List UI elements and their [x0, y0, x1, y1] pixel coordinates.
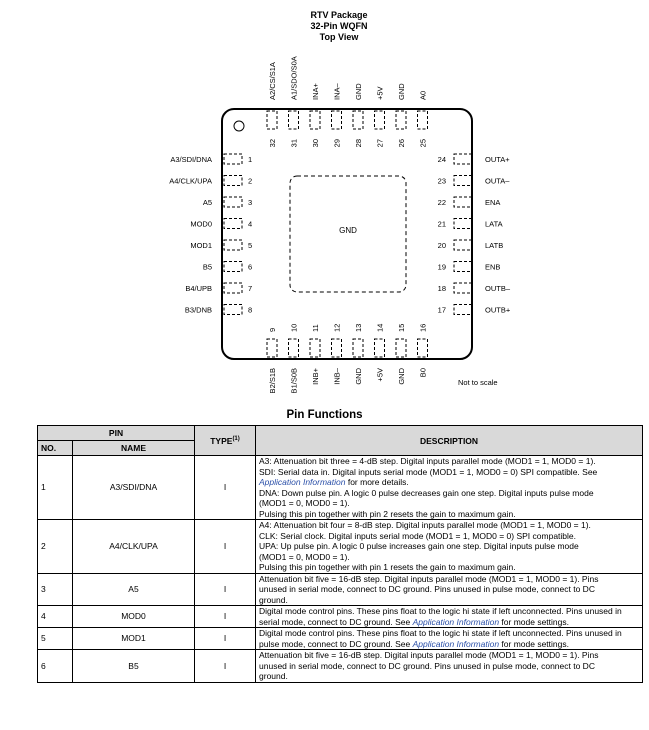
description-line: SDI: Serial data in. Digital inputs serial mode (MOD1 = 1, MOD0 = 0) SPI compatible. See — [259, 466, 598, 477]
pin-no-cell: 6 — [38, 650, 73, 683]
pin-number-16: 16 — [418, 323, 428, 332]
pin-number-26: 26 — [397, 139, 406, 148]
pin-number-27: 27 — [375, 139, 385, 148]
description-line: A3: Attenuation bit three = 4-dB step. Digital inputs parallel mode (MOD1 = 1, MOD0 = 1). — [259, 456, 596, 466]
pin-number-17: 17 — [437, 305, 446, 315]
pin-number-24: 24 — [437, 155, 446, 164]
package-title-line3: Top View — [319, 32, 359, 42]
pin-no-cell: 3 — [38, 573, 73, 606]
pin-no-cell: 4 — [38, 606, 73, 628]
pin-description-cell — [256, 573, 643, 606]
pin-description-cell — [256, 650, 643, 683]
pin-number-8: 8 — [248, 305, 253, 315]
application-information-link[interactable]: Application Information — [412, 616, 500, 627]
scale-note: Not to scale — [458, 378, 498, 387]
header-type-footnote: (1) — [232, 435, 240, 442]
pin-label-2: A4/CLK/UPA — [169, 176, 212, 186]
pin-functions-table — [37, 425, 643, 683]
header-pin: PIN — [38, 426, 195, 441]
pin-type-cell: I — [195, 650, 256, 683]
description-line: serial mode, connect to DC ground. See Application Information for mode settings. — [259, 616, 569, 627]
pin-label-6: B5 — [202, 262, 212, 272]
description-line: Digital mode control pins. These pins float to the logic hi state if left unconnected. Pins unused in — [259, 606, 622, 616]
description-line: ground. — [259, 671, 288, 681]
pin-no-cell: 5 — [38, 628, 73, 650]
pin-label-15: GND — [397, 368, 406, 385]
pin-number-28: 28 — [354, 139, 363, 148]
pin-label-12: INB– — [332, 368, 342, 385]
pin-name-cell: MOD0 — [73, 606, 195, 628]
pin-type-cell: I — [195, 628, 256, 650]
package-title-line1: RTV Package — [310, 10, 368, 20]
pin-number-9: 9 — [268, 327, 277, 332]
header-description: DESCRIPTION — [256, 426, 643, 456]
pin-number-29: 29 — [332, 139, 342, 148]
pin-no-cell: 2 — [38, 520, 73, 574]
pin-label-17: OUTB+ — [485, 305, 511, 315]
description-line: Attenuation bit five = 16-dB step. Digital inputs parallel mode (MOD1 = 1, MOD0 = 1). Pins — [259, 573, 599, 584]
pin-number-4: 4 — [248, 219, 253, 229]
description-line: UPA: Up pulse pin. A logic 0 pulse increases gain one step. Digital inputs pulse mode — [259, 541, 579, 551]
description-line: unused in serial mode, connect to DC ground. Pins unused in pulse mode, connect to DC — [259, 584, 595, 594]
header-no: NO. — [38, 441, 73, 456]
pin-label-3: A5 — [202, 198, 212, 207]
pin-label-10: B1/S0B — [289, 368, 299, 394]
pin-description-cell — [256, 456, 643, 520]
header-type: TYPE$^{(1)}$ — [195, 426, 256, 456]
pin-label-29: INA– — [332, 83, 342, 100]
table-row — [38, 573, 643, 606]
pin-type-cell: I — [195, 456, 256, 520]
description-line: Pulsing this pin together with pin 1 resets the gain to maximum gain. — [259, 562, 516, 572]
table-row — [38, 606, 643, 628]
pin-number-21: 21 — [437, 219, 446, 229]
pin-number-6: 6 — [248, 262, 253, 272]
pin-type-cell: I — [195, 606, 256, 628]
pin-number-18: 18 — [437, 284, 446, 293]
pin-label-30: INA+ — [311, 83, 320, 100]
pin-label-8: B3/DNB — [184, 305, 212, 315]
pin-number-14: 14 — [375, 323, 385, 332]
pin-label-20: LATB — [485, 241, 504, 250]
table-row — [38, 520, 643, 574]
pin-label-13: GND — [354, 368, 363, 385]
pin-label-27: +5V — [375, 86, 385, 100]
pin-label-24: OUTA+ — [485, 155, 510, 164]
pin-label-11: INB+ — [311, 368, 320, 385]
description-line: Attenuation bit five = 16-dB step. Digital inputs parallel mode (MOD1 = 1, MOD0 = 1). Pins — [259, 650, 599, 660]
pin-label-28: GND — [354, 83, 363, 100]
package-title-line2: 32-Pin WQFN — [310, 21, 368, 31]
table-row — [38, 456, 643, 520]
pin-no-cell: 1 — [38, 456, 73, 520]
pin-number-7: 7 — [248, 284, 253, 293]
description-line: pulse mode, connect to DC ground. See Application Information for mode settings. — [259, 638, 569, 649]
description-line: unused in serial mode, connect to DC ground. Pins unused in pulse mode, connect to DC — [259, 660, 595, 671]
pin-functions-title: Pin Functions — [286, 409, 363, 421]
description-line: CLK: Serial clock. Digital inputs serial mode (MOD1 = 1, MOD0 = 0) SPI compatible. — [259, 530, 576, 541]
pin-number-22: 22 — [437, 198, 446, 207]
pin-number-30: 30 — [311, 139, 320, 148]
pin-label-5: MOD1 — [190, 241, 212, 250]
pin-label-21: LATA — [485, 219, 503, 229]
description-line: (MOD1 = 0, MOD0 = 1). — [259, 498, 350, 508]
pin-label-31: A1/SDO/S0A — [289, 56, 299, 100]
table-row — [38, 628, 643, 650]
pin-description-cell — [256, 520, 643, 574]
pin-description-cell — [256, 628, 643, 650]
pin-label-26: GND — [397, 83, 406, 100]
pin-number-12: 12 — [332, 323, 342, 332]
pin-name-cell: A5 — [73, 573, 195, 606]
pin-name-cell: A3/SDI/DNA — [73, 456, 195, 520]
pin-label-23: OUTA– — [485, 176, 510, 186]
pin-label-4: MOD0 — [190, 219, 212, 229]
pin-number-11: 11 — [311, 324, 320, 332]
pin-label-32: A2/CS/S1A — [268, 62, 277, 100]
pin-type-cell: I — [195, 573, 256, 606]
pin-number-25: 25 — [418, 139, 428, 148]
table-row — [38, 650, 643, 683]
pin-number-23: 23 — [437, 176, 446, 186]
description-line: A4: Attenuation bit four = 8-dB step. Digital inputs parallel mode (MOD1 = 1, MOD0 = 1). — [259, 520, 591, 530]
pin-number-10: 10 — [289, 323, 299, 332]
pin-number-32: 32 — [268, 139, 277, 148]
exposed-pad-label: GND — [339, 226, 357, 235]
pin-description-cell — [256, 606, 643, 628]
description-line: ground. — [259, 594, 288, 605]
application-information-link[interactable]: Application Information — [412, 638, 500, 649]
pin-label-14: +5V — [375, 368, 385, 382]
pin-number-19: 19 — [437, 262, 446, 272]
description-line: DNA: Down pulse pin. A logic 0 pulse decreases gain one step. Digital inputs pulse mode — [259, 487, 594, 498]
application-information-link[interactable]: Application Information — [259, 477, 346, 487]
pin-label-7: B4/UPB — [185, 284, 212, 293]
description-line: Digital mode control pins. These pins float to the logic hi state if left unconnected. Pins unused in — [259, 628, 622, 638]
pin-label-18: OUTB– — [485, 284, 511, 293]
pin-number-3: 3 — [248, 198, 253, 207]
pin-name-cell: MOD1 — [73, 628, 195, 650]
pin-number-31: 31 — [289, 139, 299, 148]
pin-number-2: 2 — [248, 176, 253, 186]
pin-name-cell: B5 — [73, 650, 195, 683]
header-name: NAME — [73, 441, 195, 456]
pin-number-1: 1 — [248, 155, 253, 164]
pin-label-19: ENB — [485, 262, 501, 272]
pin-number-5: 5 — [248, 241, 253, 250]
pin-label-22: ENA — [485, 198, 501, 207]
pin-name-cell: A4/CLK/UPA — [73, 520, 195, 574]
pin-label-25: A0 — [418, 90, 428, 100]
pin-label-9: B2/S1B — [268, 368, 277, 394]
description-line: (MOD1 = 0, MOD0 = 1). — [259, 551, 350, 562]
description-line: Application Information for more details. — [259, 477, 409, 487]
description-line: Pulsing this pin together with pin 2 resets the gain to maximum gain. — [259, 508, 516, 519]
pin-type-cell: I — [195, 520, 256, 574]
pin-label-16: B0 — [418, 368, 428, 378]
pin-label-1: A3/SDI/DNA — [170, 155, 212, 164]
pin-number-13: 13 — [354, 323, 363, 332]
pin-number-20: 20 — [437, 241, 446, 250]
pin-number-15: 15 — [397, 323, 406, 332]
